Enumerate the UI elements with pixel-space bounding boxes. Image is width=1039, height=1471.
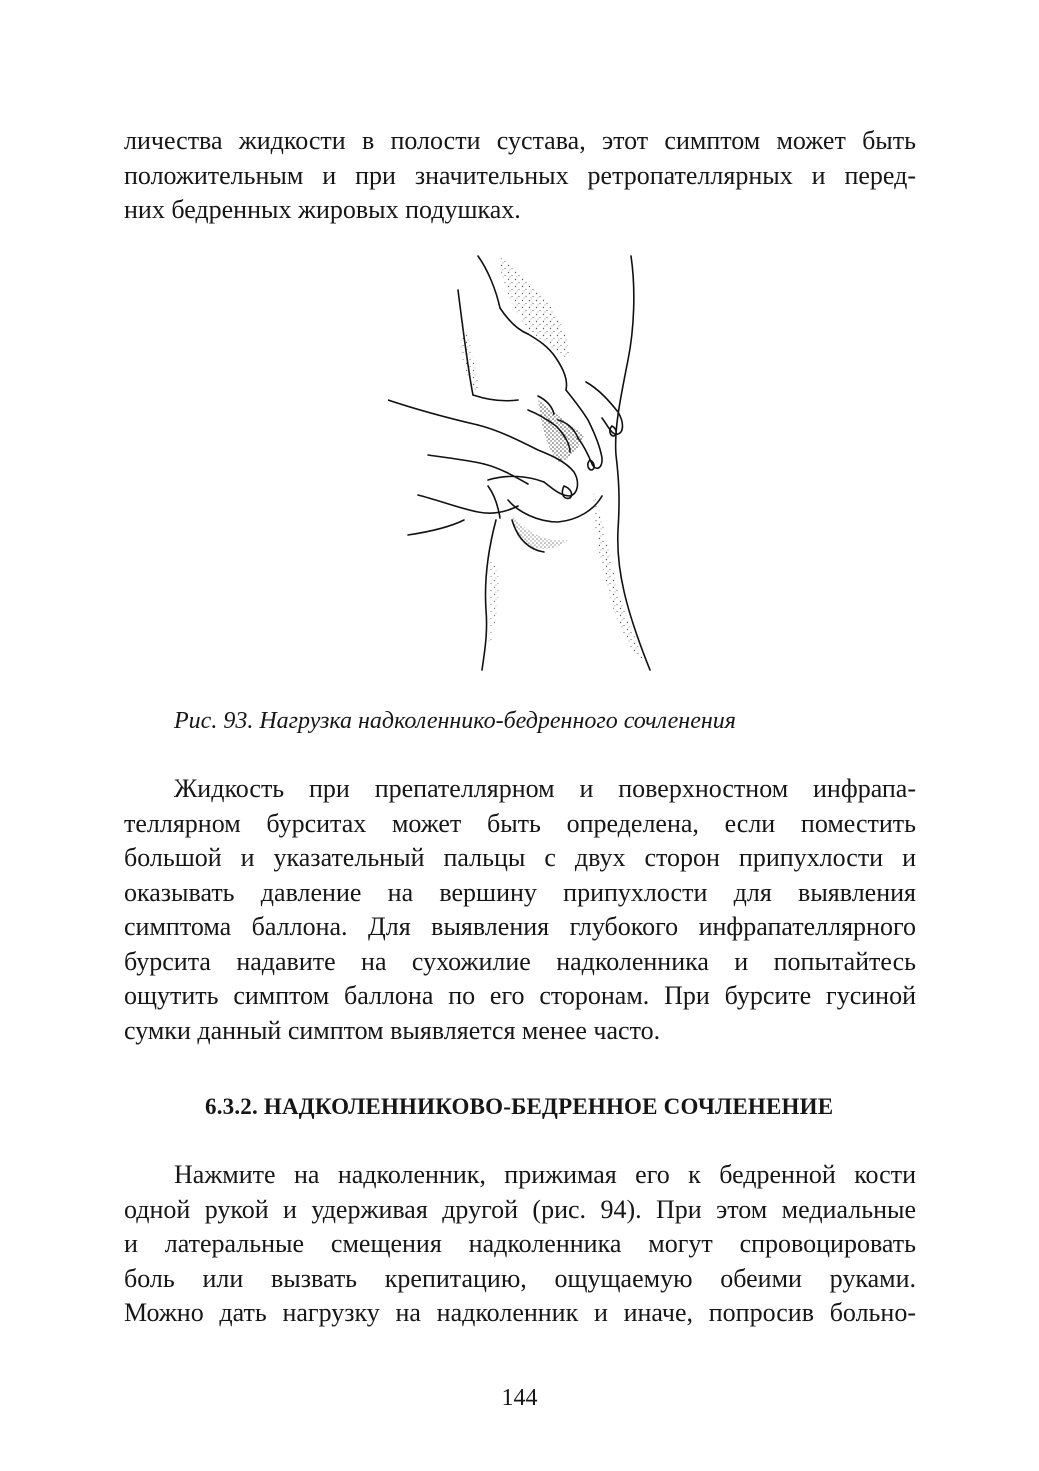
- text-line: личества жидкости в полости сустава, этот симптом может быть: [124, 126, 916, 155]
- paragraph: [124, 772, 916, 1048]
- knee-palpation-illustration: [388, 250, 658, 674]
- text-line: большой и указательный пальцы с двух сторон припухлости и: [124, 843, 916, 872]
- text-line: бурсита надавите на сухожилие надколенника и попытайтесь: [124, 946, 916, 976]
- page-number: 144: [501, 1385, 538, 1411]
- text-line: одной рукой и удерживая другой (рис. 94). При этом медиальные: [124, 1194, 916, 1224]
- paragraph-continuation: [124, 124, 916, 228]
- text-line: теллярном бурситах может быть определена, если поместить: [124, 808, 916, 838]
- text-line: Можно дать нагрузку на надколенник и иначе, попросив больно-: [124, 1298, 916, 1327]
- text-line: них бедренных жировых подушках.: [124, 195, 521, 224]
- section-heading: 6.3.2. НАДКОЛЕННИКОВО-БЕДРЕННОЕ СОЧЛЕНЕНИЕ: [205, 1094, 834, 1119]
- figure-caption: Рис. 93. Нагрузка надколеннико-бедренного сочленения: [174, 708, 736, 734]
- text-line: Жидкость при препателлярном и поверхностном инфрапа-: [174, 774, 916, 803]
- text-line: Нажмите на надколенник, прижимая его к бедренной кости: [174, 1160, 916, 1189]
- text-line: положительным и при значительных ретропателлярных и перед-: [124, 160, 916, 190]
- text-line: симптома баллона. Для выявления глубокого инфрапателлярного: [124, 912, 916, 941]
- text-line: оказывать давление на вершину припухлости для выявления: [124, 877, 916, 907]
- text-line: ощутить симптом баллона по его сторонам. При бурсите гусиной: [124, 981, 916, 1010]
- paragraph: [124, 1158, 916, 1331]
- text-line: и латеральные смещения надколенника могут спровоцировать: [124, 1229, 916, 1258]
- text-line: сумки данный симптом выявляется менее часто.: [124, 1015, 661, 1045]
- text-line: боль или вызвать крепитацию, ощущаемую обеими руками.: [124, 1263, 916, 1293]
